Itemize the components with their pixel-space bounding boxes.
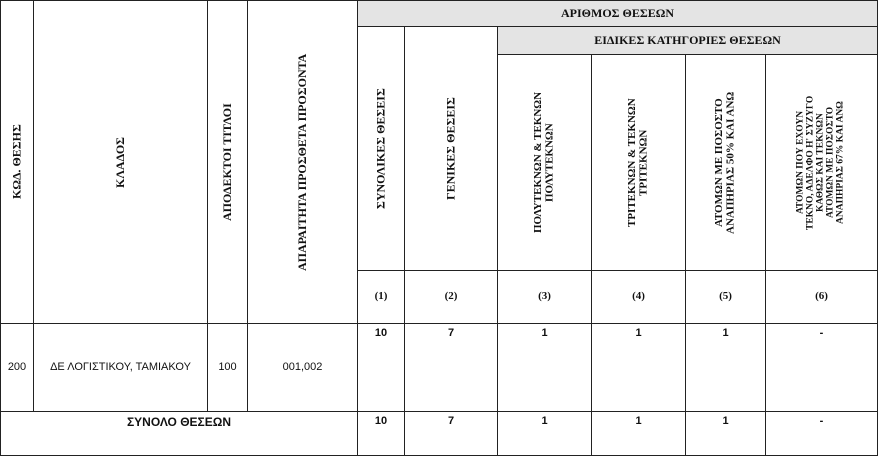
- total-row-multi: 1: [541, 415, 548, 428]
- row-branch: ΔΕ ΛΟΓΙΣΤΙΚΟΥ, ΤΑΜΙΑΚΟΥ: [50, 360, 191, 373]
- line-under-total-row: [0, 455, 878, 456]
- column-number-3: (3): [538, 290, 551, 303]
- row-code: 200: [7, 360, 27, 373]
- header-category-relatives67: ΑΤΟΜΩΝ ΠΟΥ ΕΧΟΥΝ ΤΕΚΝΟ, ΑΔΕΛΦΟ Η' ΣΥΖΥΓΟ ΚΑΘΩΣ ΚΑΙ ΤΕΚΝΩΝ ΑΤΟΜΩΝ ΜΕ ΠΟΣΟΣΤΟ ΑΝΑΠΗΡΙΑΣ 67% ΚΑΙ ΑΝΩ: [795, 95, 846, 230]
- header-accepted-titles: ΑΠΟΔΕΚΤΟΙ ΤΙΤΛΟΙ: [220, 103, 235, 221]
- header-category-disabled50: ΑΤΟΜΩΝ ΜΕ ΠΟΣΟΣΤΟ ΑΝΑΠΗΡΙΑΣ 50% ΚΑΙ ΑΝΩ: [712, 91, 737, 234]
- header-number-of-positions: ΑΡΙΘΜΟΣ ΘΕΣΕΩΝ: [561, 6, 674, 21]
- total-row-general: 7: [447, 415, 455, 428]
- header-category-multi: ΠΟΛΥΤΕΚΝΩΝ & ΤΕΚΝΩΝ ΠΟΛΥΤΕΚΝΩΝ: [531, 91, 556, 234]
- column-number-6: (6): [815, 290, 828, 303]
- row-multi: 1: [541, 327, 548, 339]
- header-branch: ΚΛΑΔΟΣ: [113, 136, 128, 188]
- header-code: ΚΩΔ. ΘΕΣΗΣ: [9, 124, 24, 200]
- row-accepted-titles: 100: [218, 360, 237, 373]
- row-total: 10: [374, 327, 388, 339]
- header-total-positions: ΣΥΝΟΛΙΚΕΣ ΘΕΣΕΙΣ: [373, 88, 388, 209]
- row-relatives67: -: [819, 327, 824, 339]
- total-row-total: 10: [374, 415, 388, 428]
- row-general: 7: [447, 327, 455, 339]
- line-right: [877, 0, 878, 456]
- total-row-label: ΣΥΝΟΛΟ ΘΕΣΕΩΝ: [126, 414, 232, 429]
- header-category-three: ΤΡΙΤΕΚΝΩΝ & ΤΕΚΝΩΝ ΤΡΙΤΕΚΝΩΝ: [625, 98, 650, 227]
- total-row-relatives67: -: [819, 415, 824, 428]
- row-three: 1: [635, 327, 642, 339]
- total-row-disabled50: 1: [722, 415, 729, 428]
- row-disabled50: 1: [722, 327, 729, 339]
- column-number-5: (5): [719, 290, 732, 303]
- header-special-categories: ΕΙΔΙΚΕΣ ΚΑΤΗΓΟΡΙΕΣ ΘΕΣΕΩΝ: [594, 33, 781, 48]
- row-required-extra: 001,002: [282, 360, 323, 373]
- total-row-three: 1: [635, 415, 642, 428]
- column-number-1: (1): [374, 290, 388, 303]
- header-general-positions: ΓΕΝΙΚΕΣ ΘΕΣΕΙΣ: [443, 97, 458, 200]
- column-number-2: (2): [444, 290, 458, 303]
- header-required-extra: ΑΠΑΡΑΙΤΗΤΑ ΠΡΟΣΘΕΤΑ ΠΡΟΣΟΝΤΑ: [295, 53, 310, 271]
- column-number-4: (4): [632, 290, 645, 303]
